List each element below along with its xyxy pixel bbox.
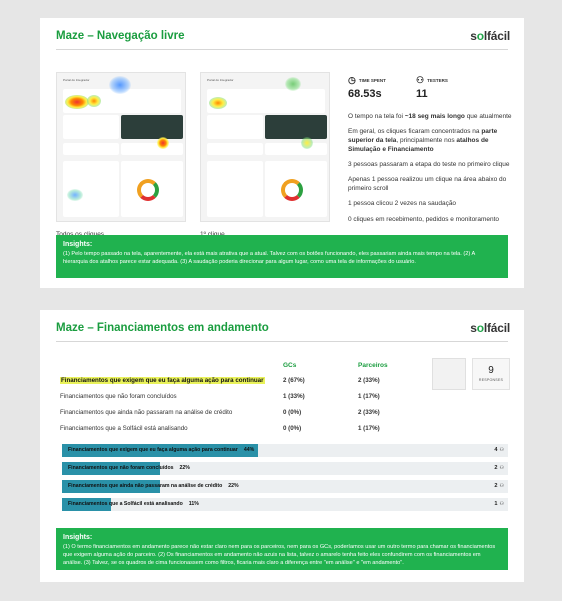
bar-count: 4 ⚇ bbox=[494, 447, 504, 453]
insights-title: Insights: bbox=[63, 241, 93, 248]
slide-title: Maze – Navegação livre bbox=[56, 30, 185, 42]
thumb-panel bbox=[63, 115, 119, 139]
testers-label: ⚇ TESTERS bbox=[416, 75, 448, 85]
table-row bbox=[60, 409, 390, 421]
row-question: Financiamentos que não foram concluídos bbox=[60, 393, 177, 400]
heat-spot bbox=[301, 137, 313, 149]
heat-spot bbox=[67, 189, 83, 201]
finding-item: 0 cliques em recebimento, pedidos e monitoramento bbox=[348, 215, 500, 223]
row-gc-value: 2 (67%) bbox=[283, 377, 305, 384]
time-spent-value: 68.53s bbox=[348, 88, 382, 100]
row-question: Financiamentos que exigem que eu faça alguma ação para continuar bbox=[61, 377, 264, 384]
question-screenshot-thumbnail bbox=[432, 358, 466, 390]
row-gc-value: 0 (0%) bbox=[283, 425, 302, 432]
bar-label: Financiamentos que exigem que eu faça alguma ação para continuar 44% bbox=[68, 447, 255, 453]
user-icon: ⚇ bbox=[499, 465, 504, 471]
responses-count: 9 bbox=[488, 365, 494, 376]
result-bar bbox=[62, 480, 508, 493]
slide-navegacao-livre bbox=[40, 18, 524, 288]
column-header-parceiros: Parceiros bbox=[358, 362, 388, 369]
responses-card bbox=[472, 358, 510, 390]
bar-count: 1 ⚇ bbox=[494, 501, 504, 507]
thumb-banner bbox=[265, 115, 327, 139]
column-header-gcs: GCs bbox=[283, 362, 297, 369]
row-gc-value: 0 (0%) bbox=[283, 409, 302, 416]
heat-spot bbox=[87, 95, 101, 107]
thumb-panel bbox=[63, 143, 119, 155]
thumb-banner bbox=[121, 115, 183, 139]
result-bar bbox=[62, 498, 508, 511]
clock-icon: ◷ bbox=[348, 75, 356, 85]
findings-list bbox=[348, 113, 516, 231]
testers-value: 11 bbox=[416, 88, 428, 100]
thumb-panel bbox=[207, 115, 263, 139]
solfacil-logo: solfácil bbox=[470, 29, 510, 43]
heat-spot bbox=[65, 95, 89, 109]
finding-item: Apenas 1 pessoa realizou um clique na área abaixo do primeiro scroll bbox=[348, 176, 507, 193]
heat-spot bbox=[109, 76, 131, 94]
result-bar bbox=[62, 444, 508, 457]
solfacil-logo: solfácil bbox=[470, 321, 510, 335]
heat-spot bbox=[157, 137, 169, 149]
row-gc-value: 1 (33%) bbox=[283, 393, 305, 400]
row-question: Financiamentos que a Solfácil está analisando bbox=[60, 425, 188, 432]
thumb-header: Portal do Integrador bbox=[63, 78, 90, 82]
heat-spot bbox=[209, 97, 227, 109]
finding-item: O tempo na tela foi ~18 seg mais longo que atualmente bbox=[348, 113, 512, 120]
row-parceiros-value: 2 (33%) bbox=[358, 377, 380, 384]
heatmap-first-click bbox=[200, 72, 330, 222]
table-row bbox=[60, 425, 390, 437]
bar-count: 2 ⚇ bbox=[494, 483, 504, 489]
slide-financiamentos-andamento bbox=[40, 310, 524, 582]
table-row bbox=[60, 393, 390, 405]
thumb-panel bbox=[121, 143, 183, 155]
insights-box bbox=[56, 235, 508, 278]
insights-text: (1) O termo financiamentos em andamento parece não estar claro nem para os parceiros, nem para os GCs, poderíamos usar um outro termo para chamar os financiamentos que exigem alguma ação do parceiro. (2) Os financiamentos em andamento não azuis na lista, talvez o amarelo tenha feito eles confundirem com os financiamentos em análise. (3) Talvez, se os quadros de cima funcionassem como filtros, ficaria mais claro a diferença entre "em análise" e "em andamento". bbox=[63, 544, 496, 567]
divider bbox=[56, 49, 508, 50]
row-parceiros-value: 2 (33%) bbox=[358, 409, 380, 416]
bar-label: Financiamentos que a Solfácil está analisando 11% bbox=[68, 501, 199, 507]
user-icon: ⚇ bbox=[499, 501, 504, 507]
donut-chart-icon bbox=[281, 179, 303, 201]
heat-spot bbox=[285, 77, 301, 91]
finding-item: Em geral, os cliques ficaram concentrados na parte superior da tela, principalmente nos atalhos de Simulação e Financiamento bbox=[348, 128, 498, 153]
bar-label: Financiamentos que ainda não passaram na análise de crédito 22% bbox=[68, 483, 239, 489]
row-question: Financiamentos que ainda não passaram na análise de crédito bbox=[60, 409, 233, 416]
finding-item: 3 pessoas passaram a etapa do teste no primeiro clique bbox=[348, 161, 510, 169]
bar-count: 2 ⚇ bbox=[494, 465, 504, 471]
divider bbox=[56, 341, 508, 342]
users-icon: ⚇ bbox=[416, 75, 425, 85]
table-row bbox=[60, 377, 390, 389]
thumb-list-panel bbox=[207, 161, 263, 217]
row-parceiros-value: 1 (17%) bbox=[358, 425, 380, 432]
responses-label: RESPONSES bbox=[478, 378, 504, 382]
thumb-panel bbox=[207, 143, 263, 155]
thumb-panel bbox=[265, 143, 327, 155]
finding-item: 1 pessoa clicou 2 vezes na saudação bbox=[348, 200, 457, 208]
user-icon: ⚇ bbox=[499, 447, 504, 453]
user-icon: ⚇ bbox=[499, 483, 504, 489]
row-parceiros-value: 1 (17%) bbox=[358, 393, 380, 400]
thumb-header: Portal do Integrador bbox=[207, 78, 234, 82]
heatmap-all-clicks bbox=[56, 72, 186, 222]
donut-chart-icon bbox=[137, 179, 159, 201]
result-bar bbox=[62, 462, 508, 475]
insights-box bbox=[56, 528, 508, 570]
slide-title: Maze – Financiamentos em andamento bbox=[56, 322, 269, 334]
insights-text: (1) Pelo tempo passado na tela, aparentemente, ela está mais atrativa que a atual. Talvez com os botões funcionando, eles passariam ainda mais tempo na tela. (2) A hierarquia dos atalhos parece estar adequada. (3) A saudação poderia direcionar para algum lugar, como uma tela de informações do usuário. bbox=[63, 251, 475, 266]
bar-label: Financiamentos que não foram concluídos 22% bbox=[68, 465, 190, 471]
time-spent-label: ◷ TIME SPENT bbox=[348, 75, 386, 85]
insights-title: Insights: bbox=[63, 534, 93, 541]
